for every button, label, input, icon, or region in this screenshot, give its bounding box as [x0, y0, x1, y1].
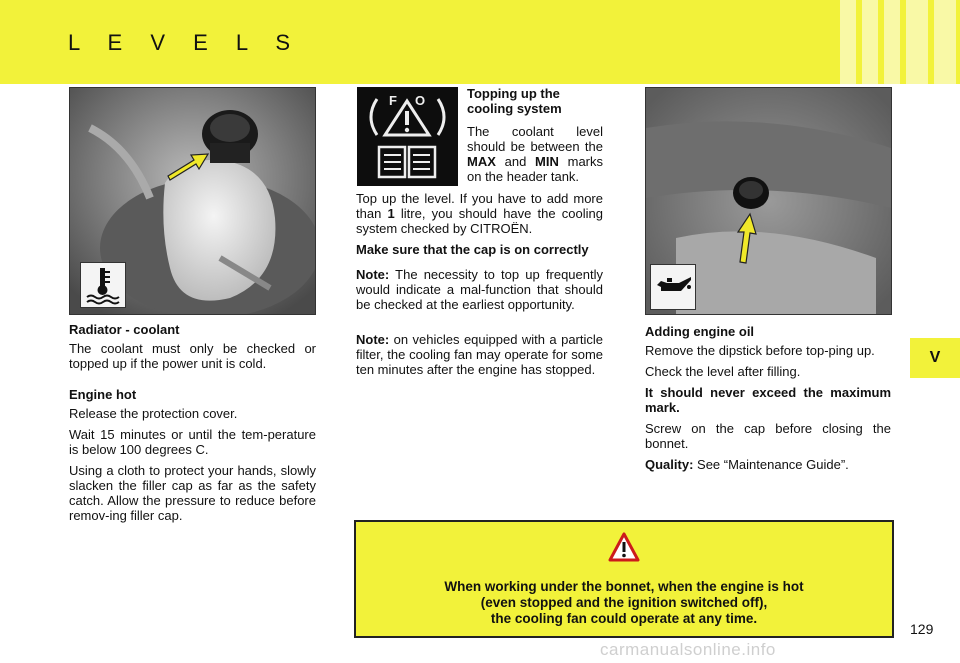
engine-hot-heading: Engine hot [69, 387, 137, 402]
cap-correct-text: Make sure that the cap is on correctly [356, 242, 589, 257]
left-column [69, 322, 316, 529]
middle-top [467, 86, 603, 190]
adding-oil-p3: It should never exceed the maximum mark. [645, 385, 891, 415]
engine-oil-photo [645, 87, 892, 315]
yellow-arrow-icon [730, 212, 760, 264]
watermark: carmanualsonline.info [600, 640, 776, 659]
page-title: L E V E L S [68, 30, 302, 55]
engine-hot-p2: Wait 15 minutes or until the tem-perature is below 100 degrees C. [69, 427, 316, 457]
middle-column [356, 191, 603, 383]
note-2: Note: on vehicles equipped with a particle filter, the cooling fan may operate for some ten minutes after the engine has stopped. [356, 332, 603, 377]
page-number: 129 [910, 621, 934, 637]
warning-line-2: (even stopped and the ignition switched off), [480, 595, 768, 610]
adding-oil-p1: Remove the dipstick before top-ping up. [645, 343, 875, 358]
yellow-arrow-icon [166, 150, 210, 184]
coolant-temperature-icon [80, 262, 126, 308]
adding-oil-p2: Check the level after filling. [645, 364, 801, 379]
warning-line-1: When working under the bonnet, when the engine is hot [444, 579, 804, 594]
warning-box [354, 520, 894, 638]
warning-triangle-icon [608, 532, 640, 562]
header-stripes [840, 0, 960, 84]
topping-up-p2: Top up the level. If you have to add more than 1 litre, you should have the cooling system checked by CITROËN. [356, 191, 603, 236]
engine-hot-p3: Using a cloth to protect your hands, slowly slacken the filler cap as far as the safety catch. Allow the pressure to reduce before remov-ing filler cap. [69, 463, 316, 523]
topping-up-heading: Topping up the cooling system [467, 86, 562, 116]
note-1: Note: The necessity to top up frequently would indicate a mal-function that should be checked at the earliest opportunity. [356, 267, 603, 312]
svg-text:F: F [389, 93, 397, 108]
svg-text:O: O [415, 93, 426, 108]
radiator-text: The coolant must only be checked or topped up if the power unit is cold. [69, 341, 316, 371]
radiator-heading: Radiator - coolant [69, 322, 180, 337]
fan-warning-icon [357, 87, 458, 186]
engine-hot-p1: Release the protection cover. [69, 406, 238, 421]
quality-text: Quality: See “Maintenance Guide”. [645, 457, 849, 472]
section-tab[interactable]: V [910, 338, 960, 378]
coolant-tank-photo [69, 87, 316, 315]
topping-up-p1: The coolant level should be between the MAX and MIN marks on the header tank. [467, 124, 604, 184]
warning-line-3: the cooling fan could operate at any time. [490, 611, 758, 626]
warning-text [356, 579, 892, 627]
adding-oil-p4: Screw on the cap before closing the bonnet. [645, 421, 891, 451]
adding-oil-heading: Adding engine oil [645, 324, 755, 339]
right-column [645, 324, 891, 478]
oil-can-icon [650, 264, 696, 310]
